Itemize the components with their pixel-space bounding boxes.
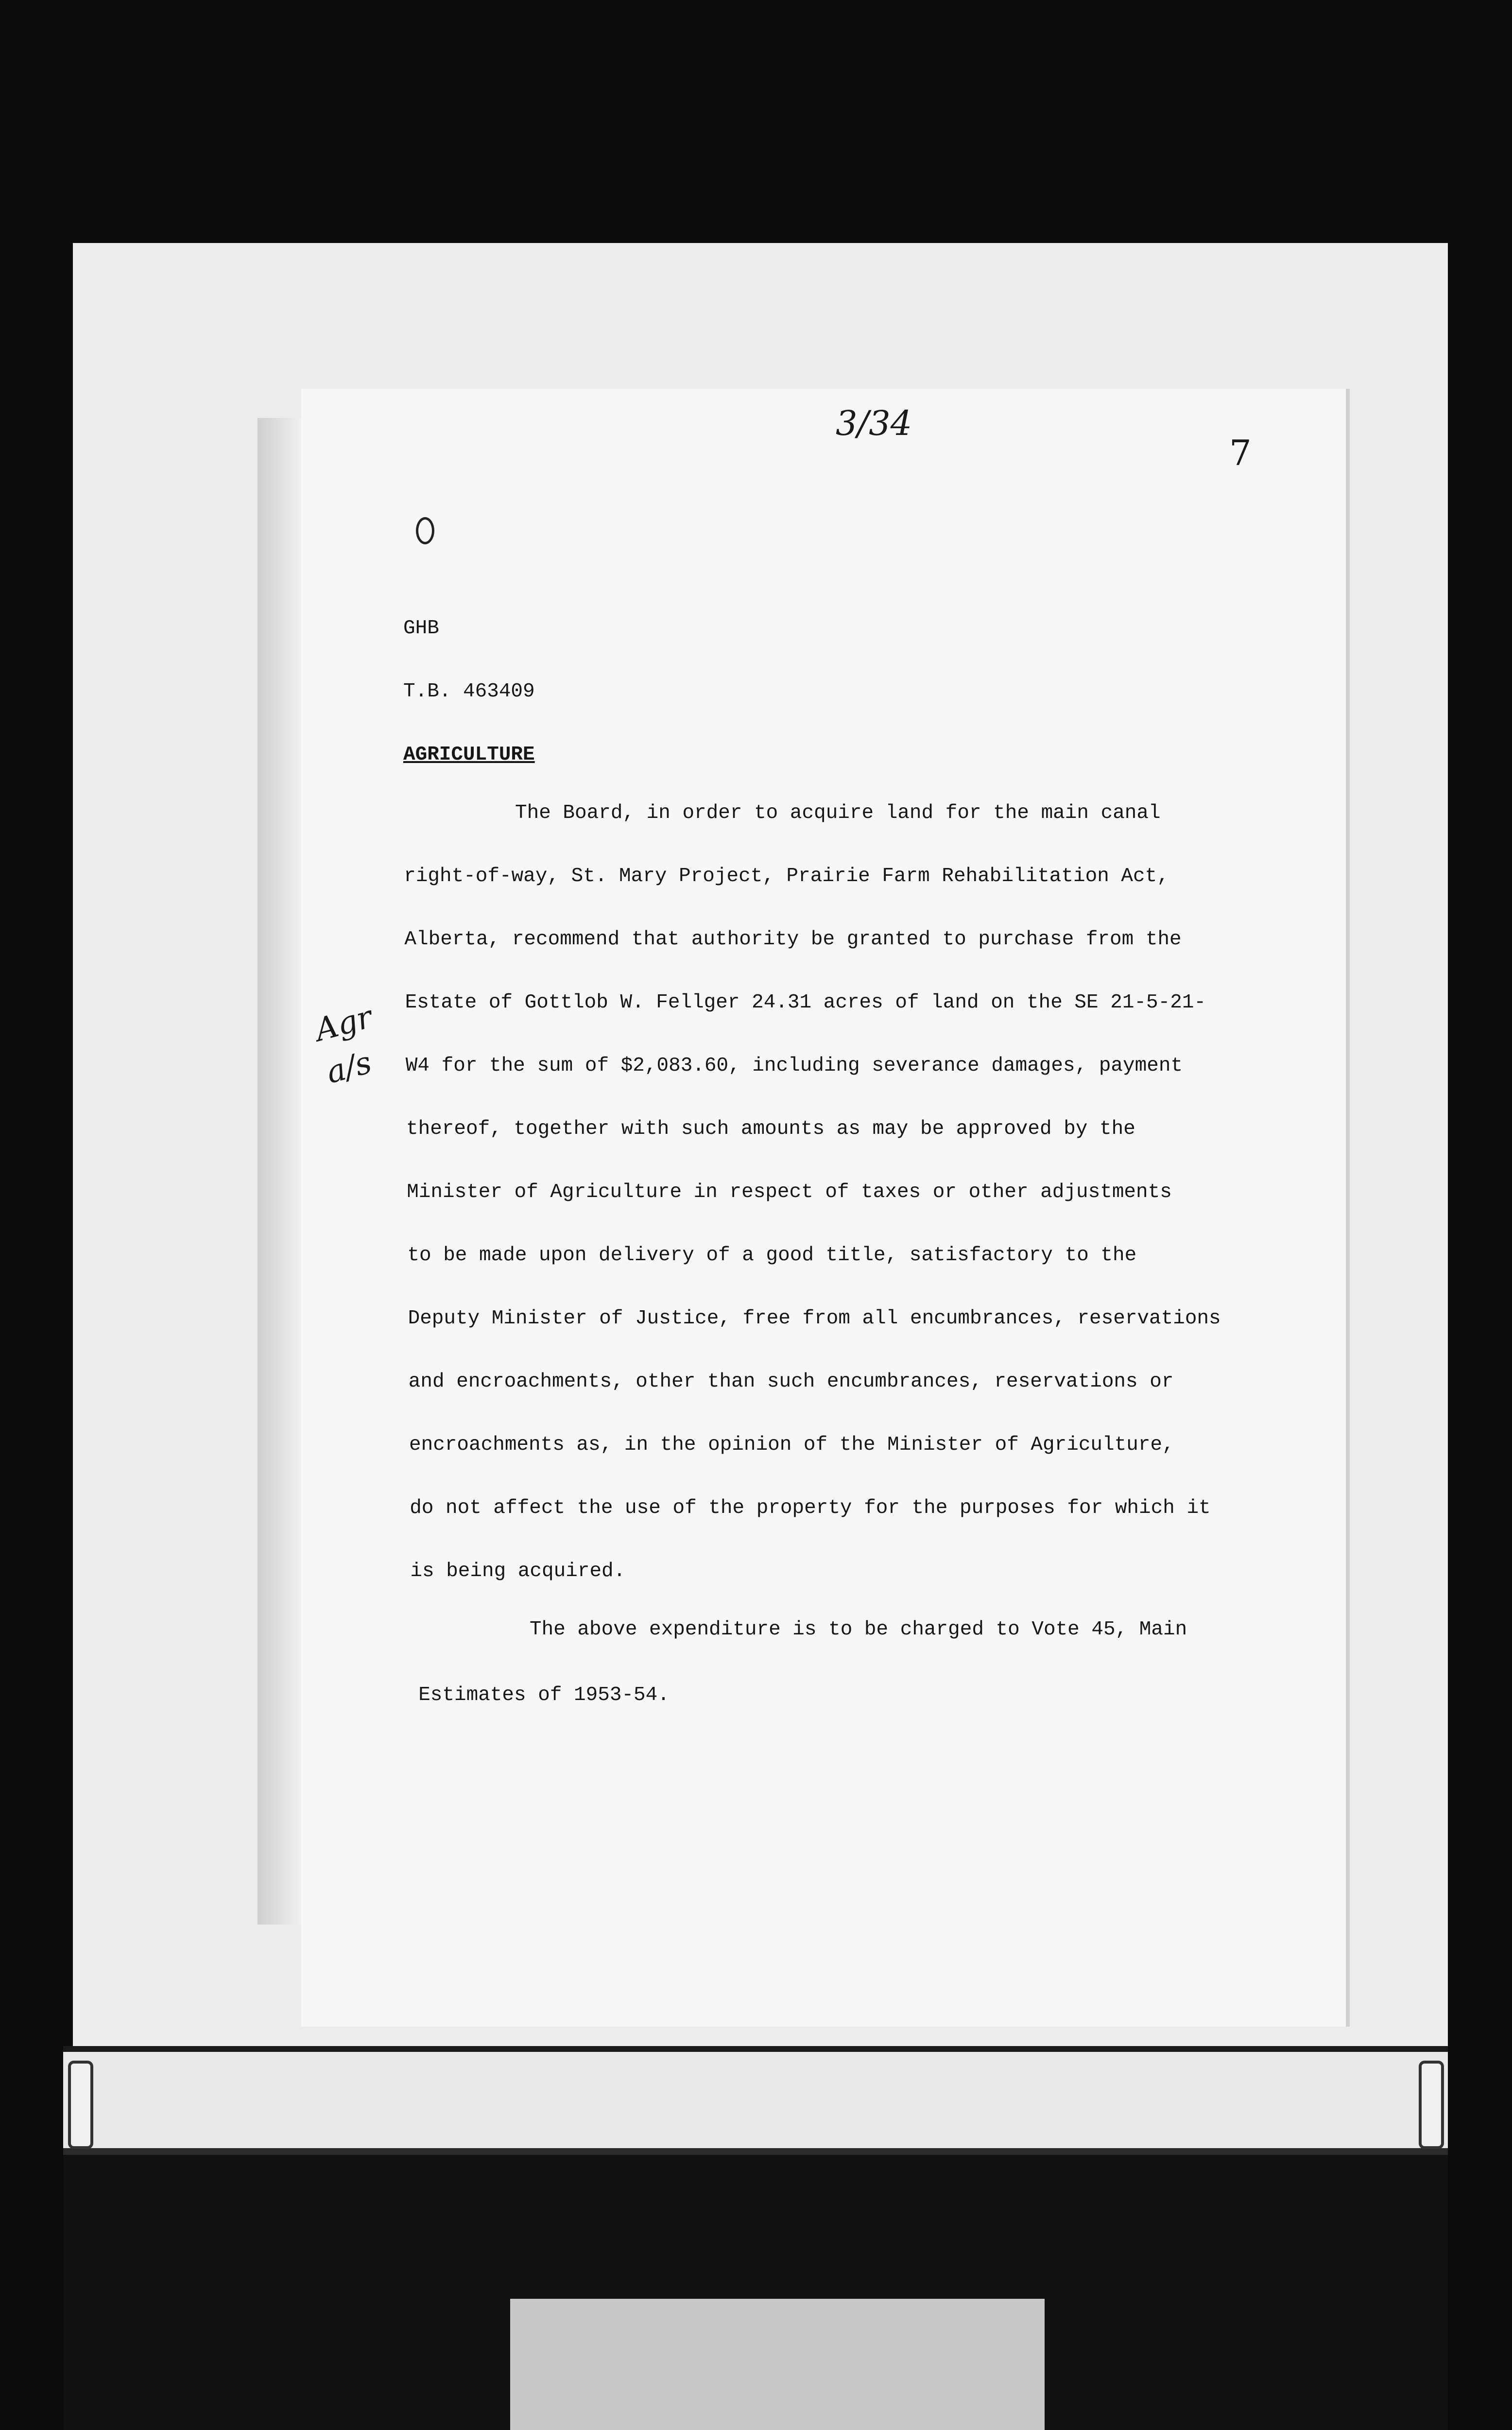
page-curl-shadow bbox=[258, 418, 301, 1925]
bottom-label-patch bbox=[510, 2299, 1045, 2430]
handwritten-page-fraction: 3/34 bbox=[836, 403, 912, 443]
tb-number: T.B. 463409 bbox=[403, 680, 535, 703]
text-line: is being acquired. bbox=[410, 1560, 626, 1582]
text-line: Deputy Minister of Justice, free from all encumbrances, reservations bbox=[408, 1307, 1221, 1330]
film-strip-band bbox=[63, 2052, 1448, 2159]
text-line: W4 for the sum of $2,083.60, including severance damages, payment bbox=[405, 1055, 1183, 1077]
text-line: to be made upon delivery of a good title, satisfactory to the bbox=[407, 1244, 1137, 1267]
text-line: Minister of Agriculture in respect of taxes or other adjustments bbox=[407, 1181, 1172, 1203]
initials: GHB bbox=[403, 617, 439, 640]
punch-hole-mark bbox=[416, 517, 434, 544]
film-clip-right bbox=[1419, 2061, 1444, 2149]
text-line: do not affect the use of the property for the purposes for which it bbox=[410, 1497, 1211, 1519]
text-line: right-of-way, St. Mary Project, Prairie Farm Rehabilitation Act, bbox=[404, 865, 1169, 887]
department-heading: AGRICULTURE bbox=[403, 744, 535, 766]
text-line: encroachments as, in the opinion of the Minister of Agriculture, bbox=[409, 1434, 1174, 1456]
handwritten-margin-note: Agr a/s bbox=[311, 999, 376, 1091]
film-strip-line bbox=[63, 2148, 1448, 2155]
text-line: The above expenditure is to be charged to Vote 45, Main bbox=[530, 1618, 1187, 1641]
text-line: Estimates of 1953-54. bbox=[418, 1684, 670, 1706]
text-line: The Board, in order to acquire land for the main canal bbox=[515, 802, 1161, 824]
text-line: Alberta, recommend that authority be granted to purchase from the bbox=[404, 928, 1182, 951]
handwritten-page-number: 7 bbox=[1229, 433, 1252, 473]
text-line: Estate of Gottlob W. Fellger 24.31 acres of land on the SE 21-5-21- bbox=[405, 991, 1206, 1014]
film-clip-left bbox=[68, 2061, 93, 2149]
text-line: and encroachments, other than such encumbrances, reservations or bbox=[408, 1371, 1174, 1393]
film-strip-edge bbox=[63, 2046, 1448, 2052]
text-line: thereof, together with such amounts as may be approved by the bbox=[406, 1118, 1135, 1140]
